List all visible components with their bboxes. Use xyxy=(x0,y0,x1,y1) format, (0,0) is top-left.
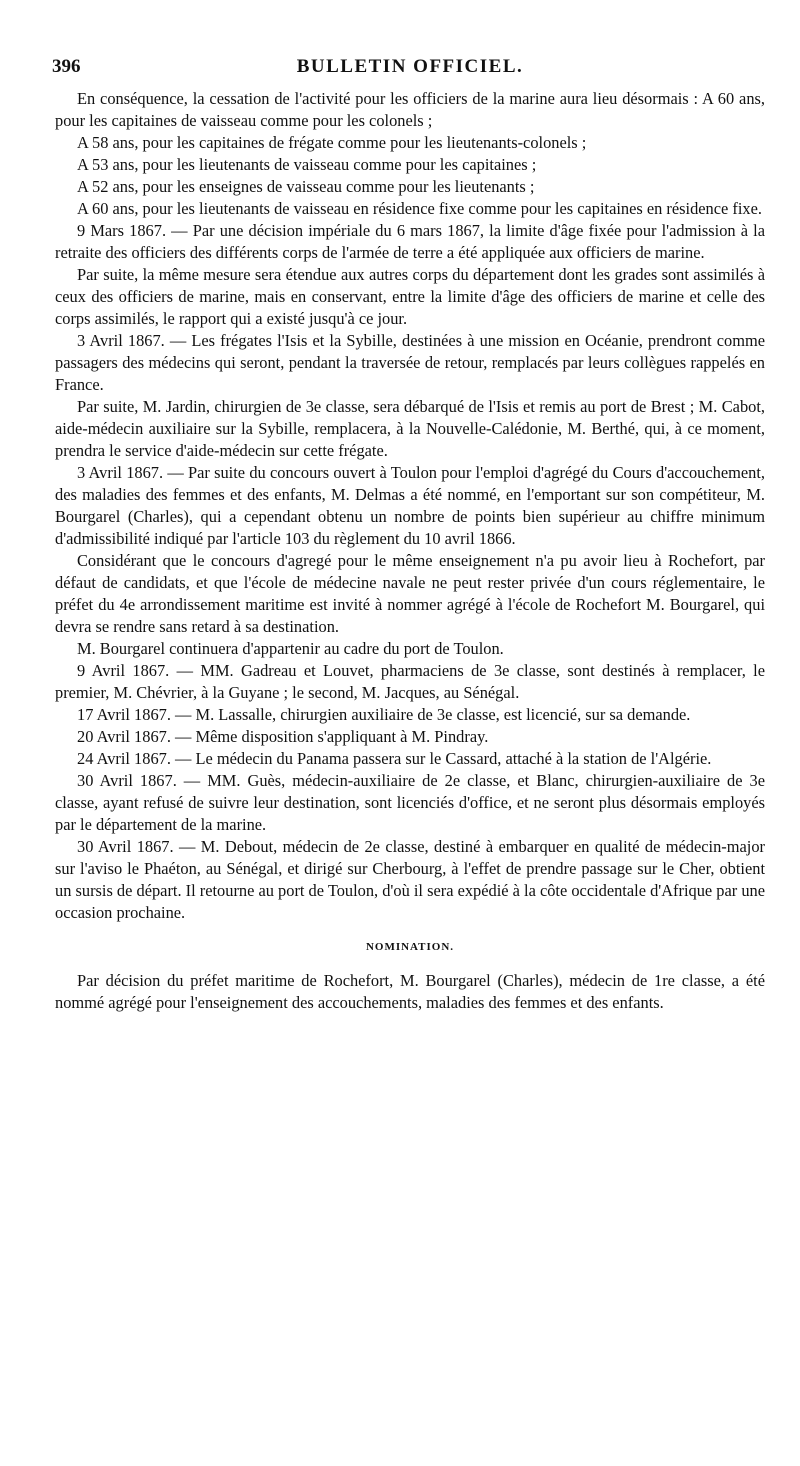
paragraph: 3 Avril 1867. — Les frégates l'Isis et la Sybille, destinées à une mission en Océanie, prendront comme passagers des médecins qui seront, pendant la traversée de retour, remplacés par leurs collègues rappelés en France. xyxy=(55,331,765,394)
paragraph: A 60 ans, pour les lieutenants de vaisseau en résidence fixe comme pour les capitaines en résidence fixe. xyxy=(77,199,762,218)
paragraph: 9 Avril 1867. — MM. Gadreau et Louvet, pharmaciens de 3e classe, sont destinés à remplacer, le premier, M. Chévrier, à la Guyane ; le second, M. Jacques, au Sénégal. xyxy=(55,661,765,702)
paragraph: Par suite, la même mesure sera étendue aux autres corps du département dont les grades sont assimilés à ceux des officiers de marine, mais en conservant, entre la limite d'âge des officiers de marine et celle des corps assimilés, le rapport qui a existé jusqu'à ce jour. xyxy=(55,265,765,328)
section-heading: NOMINATION. xyxy=(365,941,455,953)
paragraph: 3 Avril 1867. — Par suite du concours ouvert à Toulon pour l'emploi d'agrégé du Cours d'accouchement, des maladies des femmes et des enfants, M. Delmas a été nommé, en l'emportant sur son compétiteur, M. Bourgarel (Charles), qui a cependant obtenu un nombre de points bien supérieur au chiffre minimum d'admissibilité indiqué par l'article 103 du règlement du 10 avril 1866. xyxy=(55,463,765,548)
document-body xyxy=(55,88,765,1014)
paragraph: A 52 ans, pour les enseignes de vaisseau comme pour les lieutenants ; xyxy=(77,177,535,196)
page-number: 396 xyxy=(52,56,81,77)
paragraph: En conséquence, la cessation de l'activité pour les officiers de la marine aura lieu désormais : A 60 ans, pour les capitaines de vaisseau comme pour les colonels ; xyxy=(55,89,765,130)
paragraph: 9 Mars 1867. — Par une décision impériale du 6 mars 1867, la limite d'âge fixée pour l'admission à la retraite des officiers des différents corps de l'armée de terre a été appliquée aux officiers de marine. xyxy=(55,221,765,262)
paragraph: Considérant que le concours d'agregé pour le même enseignement n'a pu avoir lieu à Rochefort, par défaut de candidats, et que l'école de médecine navale ne peut rester privée d'un cours réglementaire, le préfet du 4e arrondissement maritime est invité à nommer agrégé à l'école de Rochefort M. Bourgarel, qui devra se rendre sans retard à sa destination. xyxy=(55,551,765,636)
paragraph: 30 Avril 1867. — M. Debout, médecin de 2e classe, destiné à embarquer en qualité de médecin-major sur l'aviso le Phaéton, au Sénégal, et dirigé sur Cherbourg, à l'effet de prendre passage sur le Cher, obtient un sursis de départ. Il retourne au port de Toulon, d'où il sera expédié à la côte occidentale d'Afrique par une occasion prochaine. xyxy=(55,837,765,922)
paragraph: 17 Avril 1867. — M. Lassalle, chirurgien auxiliaire de 3e classe, est licencié, sur sa demande. xyxy=(77,705,691,724)
page-header xyxy=(52,56,768,82)
paragraph: M. Bourgarel continuera d'appartenir au cadre du port de Toulon. xyxy=(77,639,504,658)
paragraph: 30 Avril 1867. — MM. Guès, médecin-auxiliaire de 2e classe, et Blanc, chirurgien-auxiliaire de 3e classe, ayant refusé de suivre leur destination, sont licenciés d'office, et ne seront plus désormais employés par le département de la marine. xyxy=(55,771,765,834)
paragraph: 20 Avril 1867. — Même disposition s'appliquant à M. Pindray. xyxy=(77,727,489,746)
paragraph: Par suite, M. Jardin, chirurgien de 3e classe, sera débarqué de l'Isis et remis au port de Brest ; M. Cabot, aide-médecin auxiliaire sur la Sybille, remplacera, à la Nouvelle-Calédonie, M. Berthé, qui, à ce moment, prendra le service d'aide-médecin sur cette frégate. xyxy=(55,397,765,460)
paragraph: 24 Avril 1867. — Le médecin du Panama passera sur le Cassard, attaché à la station de l'Algérie. xyxy=(77,749,712,768)
nomination-paragraph: Par décision du préfet maritime de Rochefort, M. Bourgarel (Charles), médecin de 1re classe, a été nommé agrégé pour l'enseignement des accouchements, maladies des femmes et des enfants. xyxy=(55,971,765,1012)
paragraph: A 58 ans, pour les capitaines de frégate comme pour les lieutenants-colonels ; xyxy=(77,133,587,152)
running-title: BULLETIN OFFICIEL. xyxy=(296,56,524,77)
paragraph: A 53 ans, pour les lieutenants de vaisseau comme pour les capitaines ; xyxy=(77,155,537,174)
